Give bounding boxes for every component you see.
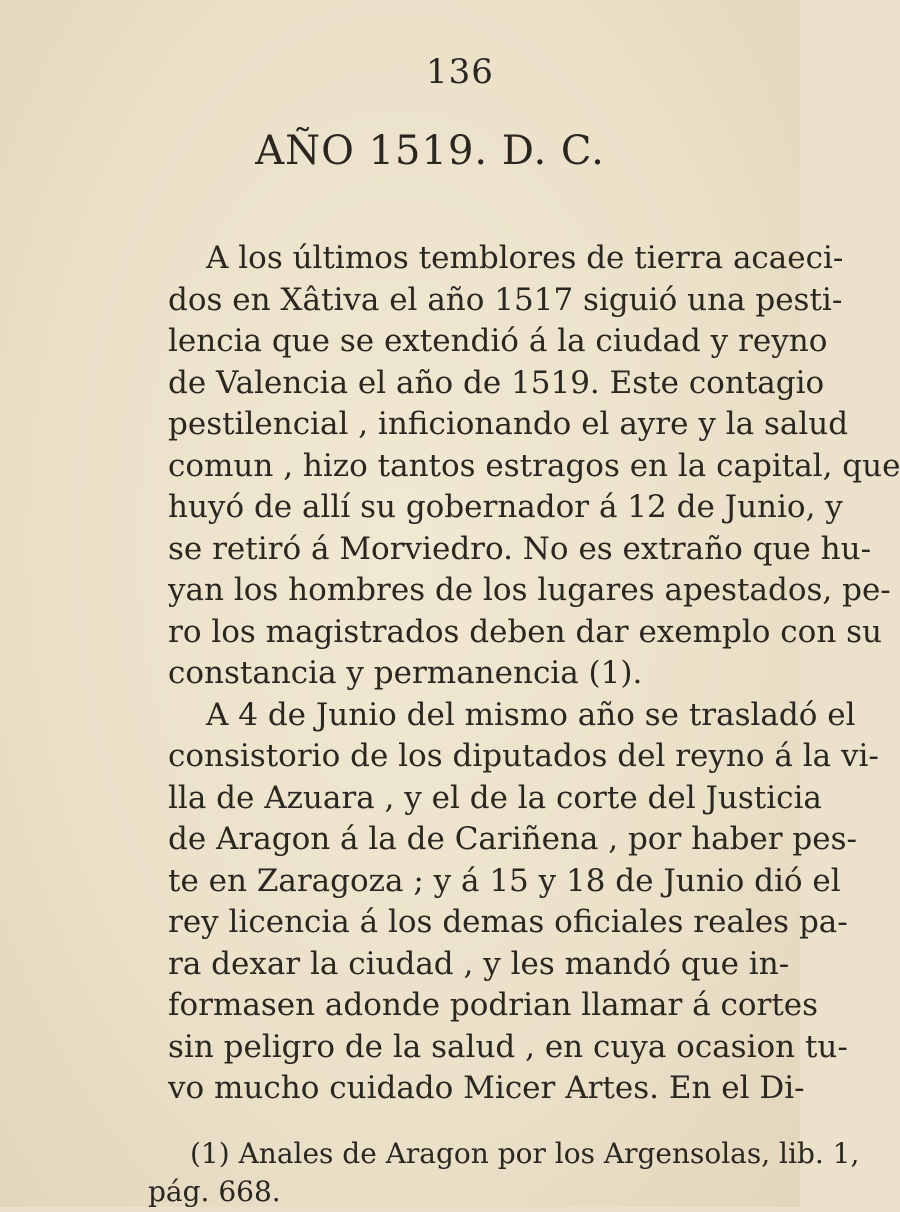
footnote-line: (1) Anales de Aragon por los Argensolas, lib. 1,: [190, 1136, 860, 1170]
text-line: consistorio de los diputados del reyno á la vi-: [168, 738, 879, 774]
text-line: dos en Xâtiva el año 1517 siguió una pesti-: [168, 281, 843, 318]
text-line: comun , hizo tantos estragos en la capital, que: [168, 447, 900, 484]
text-line: rey licencia á los demas oficiales reales pa-: [168, 904, 848, 940]
text-line: te en Zaragoza ; y á 15 y 18 de Junio dió el: [168, 862, 841, 899]
text-line: lla de Azuara , y el de la corte del Justicia: [168, 779, 822, 816]
text-line: constancia y permanencia (1).: [168, 655, 643, 691]
text-line: yan los hombres de los lugares apestados, pe-: [168, 572, 891, 608]
text-line: se retiró á Morviedro. No es extraño que hu-: [168, 530, 872, 567]
text-line: A los últimos temblores de tierra acaeci-: [206, 240, 844, 276]
text-line: de Aragon á la de Cariñena , por haber pes-: [168, 821, 858, 857]
text-line: de Valencia el año de 1519. Este contagio: [168, 364, 825, 401]
text-line: pestilencial , inficionando el ayre y la salud: [168, 406, 849, 442]
text-line: ra dexar la ciudad , y les mandó que in-: [168, 945, 790, 982]
text-line: huyó de allí su gobernador á 12 de Junio, y: [168, 489, 843, 525]
section-heading: AÑO 1519. D. C.: [255, 128, 605, 174]
text-line: formasen adonde podrian llamar á cortes: [168, 987, 819, 1023]
footnote-line: pág. 668.: [148, 1174, 281, 1208]
text-line: ro los magistrados deben dar exemplo con su: [168, 613, 883, 650]
text-line: A 4 de Junio del mismo año se trasladó el: [206, 696, 856, 733]
text-line: vo mucho cuidado Micer Artes. En el Di-: [168, 1070, 805, 1106]
text-line: lencia que se extendió á la ciudad y reyno: [168, 323, 828, 359]
page-number: 136: [426, 52, 494, 92]
text-line: sin peligro de la salud , en cuya ocasion tu-: [168, 1028, 848, 1065]
